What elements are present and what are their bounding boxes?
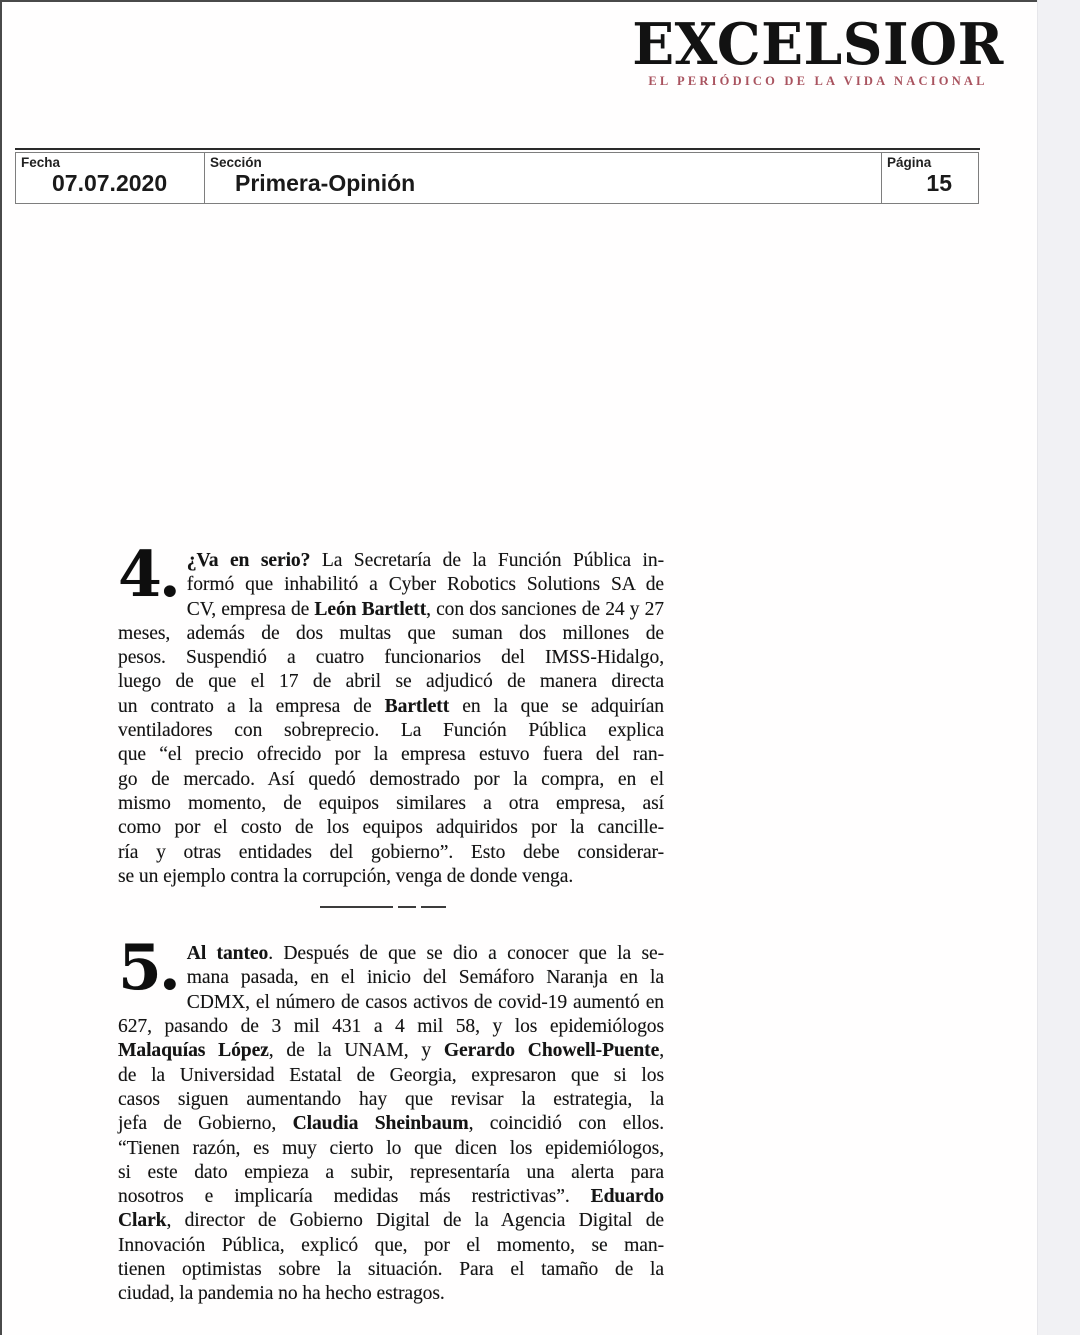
text-run: Al tanteo <box>186 943 269 965</box>
scan-top-edge <box>0 0 1037 2</box>
article-line <box>118 1112 664 1136</box>
article-paragraph <box>118 930 664 1306</box>
article-line <box>118 792 664 816</box>
article-line <box>118 991 664 1015</box>
article-line <box>118 549 664 573</box>
text-run: , con dos sanciones de 24 y 27 <box>426 598 664 620</box>
text-run: como por el costo de los equipos adquiridos por la cancille- <box>118 817 664 839</box>
text-run: nosotros e implicaría medidas más restrictivas”. <box>118 1186 591 1208</box>
text-run: luego de que el 17 de abril se adjudicó de manera directa <box>118 671 664 693</box>
text-run: de la Universidad Estatal de Georgia, expresaron que si los <box>118 1064 664 1086</box>
article-line <box>118 719 664 743</box>
text-run: CV, empresa de <box>186 598 315 620</box>
fecha-value: 07.07.2020 <box>52 170 168 196</box>
clipping-meta-bar <box>15 148 980 204</box>
article-line <box>118 622 664 646</box>
article-line <box>118 1185 664 1209</box>
text-run: Innovación Pública, explicó que, por el momento, se man- <box>118 1234 664 1256</box>
pagina-value: 15 <box>926 170 952 196</box>
article-line <box>118 1064 664 1088</box>
text-run: meses, además de dos multas que suman dos millones de <box>118 622 664 644</box>
seccion-label: Sección <box>210 155 262 170</box>
text-run: Gerardo Chowell-Puente <box>443 1040 660 1062</box>
text-run: se un ejemplo contra la corrupción, venga de donde venga. <box>118 865 574 887</box>
article-line <box>118 646 664 670</box>
article-line <box>118 1282 664 1306</box>
text-run: casos siguen aumentando hay que revisar la estrategia, la <box>118 1088 664 1110</box>
meta-field-pagina <box>881 152 979 204</box>
article-line <box>118 768 664 792</box>
masthead <box>618 9 1018 89</box>
text-run: tienen optimistas sobre la situación. Para el tamaño de la <box>118 1259 664 1281</box>
text-run: , de la UNAM, y <box>268 1040 444 1062</box>
article-line <box>118 966 664 990</box>
text-run: , <box>659 1040 664 1062</box>
article-line <box>118 841 664 865</box>
text-run: Claudia Sheinbaum <box>292 1113 469 1135</box>
article-line <box>118 573 664 597</box>
article <box>118 537 665 1307</box>
article-line <box>118 743 664 767</box>
text-run: pesos. Suspendió a cuatro funcionarios del IMSS-Hidalgo, <box>118 647 664 669</box>
article-paragraph <box>118 537 665 889</box>
text-run: Bartlett <box>384 695 450 717</box>
meta-field-fecha <box>15 152 205 204</box>
text-run: , director de Gobierno Digital de la Agencia Digital de <box>166 1210 664 1232</box>
newspaper-tagline: EL PERIÓDICO DE LA VIDA NACIONAL <box>648 74 988 88</box>
text-run: ría y otras entidades del gobierno”. Esto debe considerar- <box>118 841 664 863</box>
article-line <box>118 816 664 840</box>
text-run: que “el precio ofrecido por la empresa estuvo fuera del ran- <box>118 744 664 766</box>
text-run: . Después de que se dio a conocer que la se- <box>268 943 664 965</box>
article-line <box>118 1137 664 1161</box>
text-run: formó que inhabilitó a Cyber Robotics Solutions SA de <box>186 574 664 596</box>
text-run: CDMX, el número de casos activos de covid-19 aumentó en <box>186 991 664 1013</box>
text-run: , coincidió con ellos. <box>468 1113 664 1135</box>
viewer-gutter <box>1037 0 1080 1335</box>
fecha-label: Fecha <box>21 155 61 170</box>
section-divider <box>320 906 446 908</box>
text-run: mismo momento, de equipos similares a otra empresa, así <box>118 792 664 814</box>
text-run: ¿Va en serio? <box>186 550 311 571</box>
text-run: ciudad, la pandemia no ha hecho estragos. <box>118 1283 445 1305</box>
newspaper-logo: EXCELSIOR <box>632 9 1004 78</box>
article-line <box>118 942 664 966</box>
text-run: mana pasada, en el inicio del Semáforo Naranja en la <box>186 967 664 989</box>
text-run: ventiladores con sobreprecio. La Función Pública explica <box>118 720 664 742</box>
text-run: León Bartlett <box>314 598 427 620</box>
article-line <box>118 1161 664 1185</box>
text-run: 627, pasando de 3 mil 431 a 4 mil 58, y los epidemiólogos <box>118 1016 664 1038</box>
article-line <box>118 1234 664 1258</box>
article-line <box>118 695 664 719</box>
article-line <box>118 1015 664 1039</box>
text-run: “Tienen razón, es muy cierto lo que dicen los epidemiólogos, <box>118 1137 664 1159</box>
seccion-value: Primera-Opinión <box>235 170 416 196</box>
article-line <box>118 670 664 694</box>
article-line <box>118 1039 664 1063</box>
article-line <box>118 1258 664 1282</box>
paragraph-number: 5. <box>118 930 178 1005</box>
text-run: go de mercado. Así quedó demostrado por la compra, en el <box>118 768 664 790</box>
text-run: La Secretaría de la Función Pública in- <box>310 550 665 571</box>
pagina-label: Página <box>887 155 932 170</box>
text-run: en la que se adquirían <box>449 695 664 717</box>
text-run: Eduardo <box>590 1186 664 1208</box>
text-run: Malaquías López <box>118 1040 269 1062</box>
text-run: Clark <box>118 1210 167 1232</box>
text-run: jefa de Gobierno, <box>118 1113 293 1135</box>
meta-field-seccion <box>204 152 882 204</box>
paragraph-number: 4. <box>118 537 178 611</box>
scan-left-edge <box>0 0 2 1335</box>
text-run: un contrato a la empresa de <box>118 695 385 717</box>
article-line <box>118 1209 664 1233</box>
article-line <box>118 1088 664 1112</box>
text-run: si este dato empieza a subir, representaría una alerta para <box>118 1161 664 1183</box>
article-line <box>118 865 664 889</box>
article-line <box>118 598 664 622</box>
